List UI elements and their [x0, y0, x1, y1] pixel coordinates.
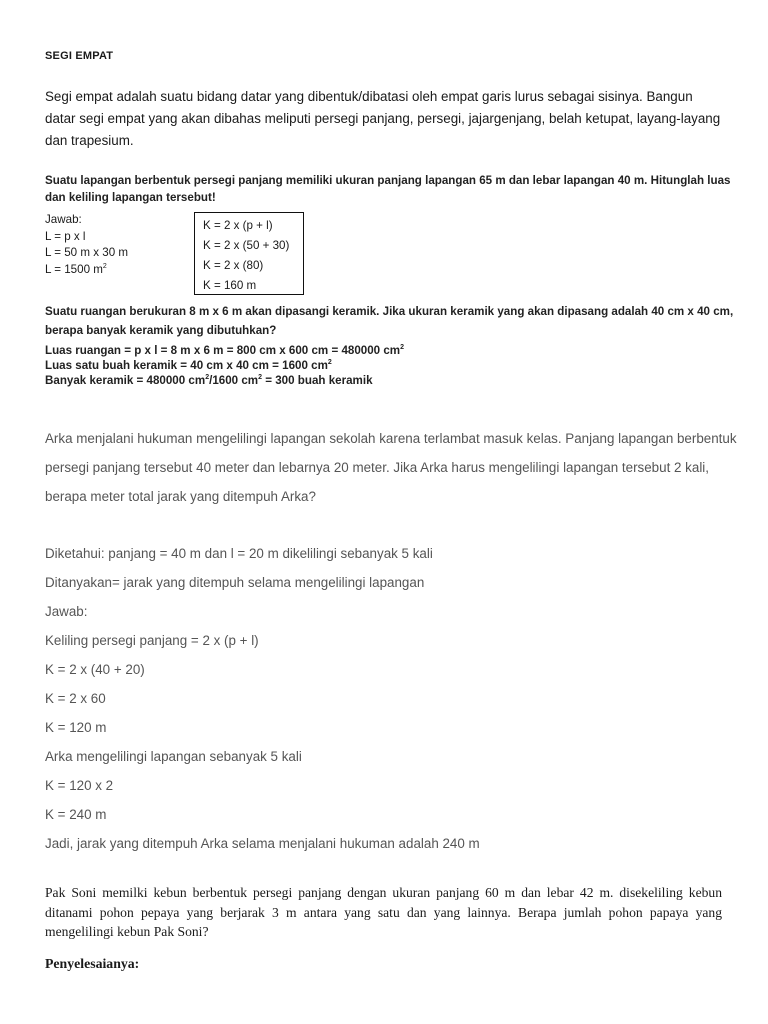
solution-line: Arka mengelilingi lapangan sebanyak 5 kali: [45, 749, 302, 764]
solution-line: Diketahui: panjang = 40 m dan l = 20 m dikelilingi sebanyak 5 kali: [45, 546, 433, 561]
area-line: L = 50 m x 30 m: [45, 246, 129, 259]
problem2-question: Suatu ruangan berukuran 8 m x 6 m akan dipasangi keramik. Jika ukuran keramik yang akan dipasang adalah 40 cm x 40 cm, berapa banyak keramik yang dibutuhkan?: [45, 305, 734, 337]
problem1-question: Suatu lapangan berbentuk persegi panjang memiliki ukuran panjang lapangan 65 m dan lebar lapangan 40 m. Hitunglah luas dan keliling lapangan tersebut!: [45, 174, 731, 204]
perimeter-line: K = 2 x (50 + 30): [203, 239, 290, 252]
page-title: SEGI EMPAT: [45, 50, 114, 62]
perimeter-line: K = 160 m: [203, 279, 257, 292]
solution-line: K = 2 x (40 + 20): [45, 662, 145, 677]
perimeter-line: K = 2 x (p + l): [203, 219, 273, 232]
problem4-solution-label: Penyelesaianya:: [45, 956, 140, 971]
solution-line: K = 2 x 60: [45, 691, 106, 706]
solution-line: K = 240 m: [45, 807, 107, 822]
perimeter-solution-box: [194, 212, 304, 295]
intro-paragraph: Segi empat adalah suatu bidang datar yang dibentuk/dibatasi oleh empat garis lurus sebagai sisinya. Bangun datar segi empat yang akan dibahas meliputi persegi panjang, persegi, jajargenjang, belah ketupat, layang-layang dan trapesium.: [45, 89, 721, 148]
solution-line: Luas satu buah keramik = 40 cm x 40 cm = 1600 $cm^2$: [45, 359, 332, 372]
problem2-solution: [45, 343, 404, 388]
problem1-area-solution: [45, 212, 128, 278]
solution-line: Banyak keramik = 480000 $cm^2/1600$ $cm^2 = 300$ buah keramik: [45, 374, 373, 387]
area-line: L = 1500 $m^2$: [45, 262, 107, 276]
solution-line: Keliling persegi panjang = 2 x (p + l): [45, 633, 259, 648]
problem4-question: Pak Soni memilki kebun berbentuk persegi panjang dengan ukuran panjang 60 m dan lebar 42 m. disekeliling kebun ditanami pohon pepaya yang berjarak 3 m antara yang satu dan yang lainnya. Berapa jumlah pohon papaya yang mengelilingi kebun Pak Soni?: [45, 885, 722, 939]
solution-line: Jawab:: [45, 604, 88, 619]
solution-line: K = 120 x 2: [45, 778, 114, 793]
solution-line: K = 120 m: [45, 720, 107, 735]
problem3-solution: [45, 542, 745, 861]
solution-line: Luas ruangan = p x l = 8 m x 6 m = 800 cm x 600 cm = 480000 $cm^2$: [45, 344, 405, 357]
solution-line: Jadi, jarak yang ditempuh Arka selama menjalani hukuman adalah 240 m: [45, 836, 480, 851]
perimeter-line: K = 2 x (80): [203, 259, 264, 272]
area-line: L = p x l: [45, 229, 86, 243]
problem1-jawab-label: Jawab:: [45, 213, 82, 226]
problem3-question: Arka menjalani hukuman mengelilingi lapangan sekolah karena terlambat masuk kelas. Panjang lapangan berbentuk persegi panjang tersebut 40 meter dan lebarnya 20 meter. Jika Arka harus mengelilingi lapangan tersebut 2 kali, berapa meter total jarak yang ditempuh Arka?: [45, 431, 737, 504]
solution-line: Ditanyakan= jarak yang ditempuh selama mengelilingi lapangan: [45, 575, 425, 590]
